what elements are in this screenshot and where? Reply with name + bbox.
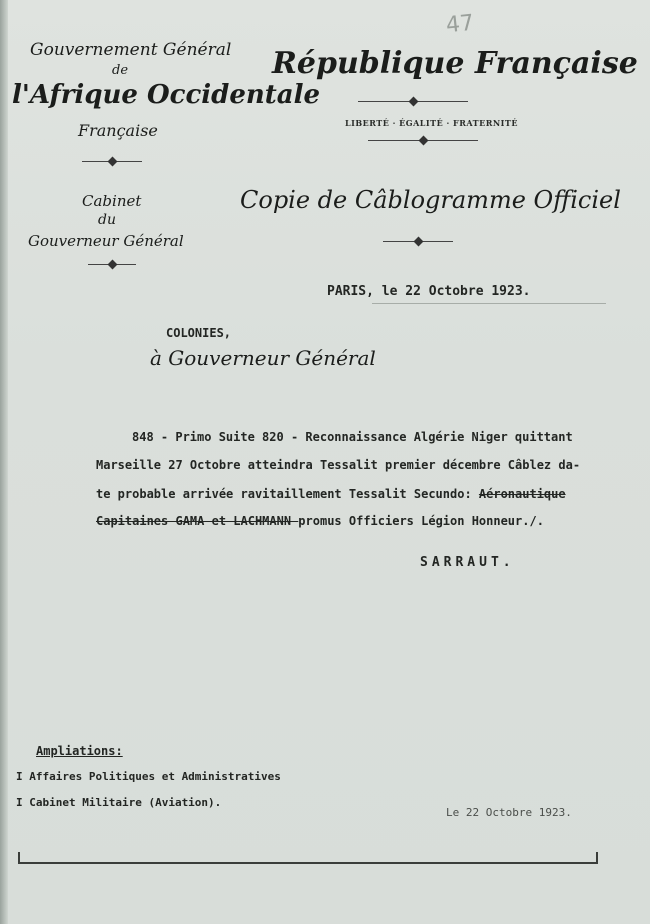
letterhead-cabinet: Cabinet (82, 192, 142, 210)
recipient: à Gouverneur Général (150, 346, 376, 370)
republic-title: République Française (272, 46, 638, 81)
letterhead-francaise: Française (78, 121, 158, 140)
distribution-heading: Ampliations: (36, 744, 123, 758)
ornament-right-3 (383, 241, 453, 242)
frame-bottom-rule (18, 862, 598, 864)
signature: SARRAUT. (420, 555, 515, 570)
ornament-right-2 (368, 140, 478, 141)
body-line-2: Marseille 27 Octobre atteindra Tessalit premier décembre Câblez da- (96, 458, 581, 472)
body-line-3 (96, 487, 566, 501)
ornament-left-1 (82, 161, 142, 162)
body-line-3-struck: Aéronautique (478, 487, 566, 501)
ornament-right-1 (358, 101, 468, 102)
sender: COLONIES, (166, 326, 232, 340)
letterhead-aof: l'Afrique Occidentale (12, 80, 321, 110)
letterhead-de: de (112, 63, 129, 78)
letterhead-gouverneur: Gouverneur Général (28, 232, 184, 250)
photo-edge (0, 0, 8, 924)
body-line-1: 848 - Primo Suite 820 - Reconnaissance Algérie Niger quittant (132, 430, 573, 444)
date-stamp: Le 22 Octobre 1923. (446, 806, 572, 819)
frame-left-tick (18, 852, 20, 864)
distribution-item-1: I Affaires Politiques et Administratives (16, 770, 281, 783)
page-number-annotation: 47 (444, 10, 476, 39)
body-line-4-struck: Capitaines GAMA et LACHMANN (96, 514, 299, 528)
dateline: PARIS, le 22 Octobre 1923. (327, 284, 531, 299)
letterhead-gov-line: Gouvernement Général (30, 40, 232, 60)
body-line-4 (96, 514, 544, 528)
distribution-item-2: I Cabinet Militaire (Aviation). (16, 796, 222, 809)
body-line-4-text: promus Officiers Légion Honneur./. (298, 514, 544, 528)
ornament-left-2 (88, 264, 136, 265)
body-line-3-text: te probable arrivée ravitaillement Tessalit Secundo: (96, 487, 479, 501)
frame-right-tick (596, 852, 598, 864)
document-type-title: Copie de Câblogramme Officiel (240, 186, 621, 214)
dateline-rule (372, 303, 606, 304)
letterhead-du: du (98, 212, 116, 228)
republic-motto: LIBERTÉ · ÉGALITÉ · FRATERNITÉ (345, 118, 518, 128)
